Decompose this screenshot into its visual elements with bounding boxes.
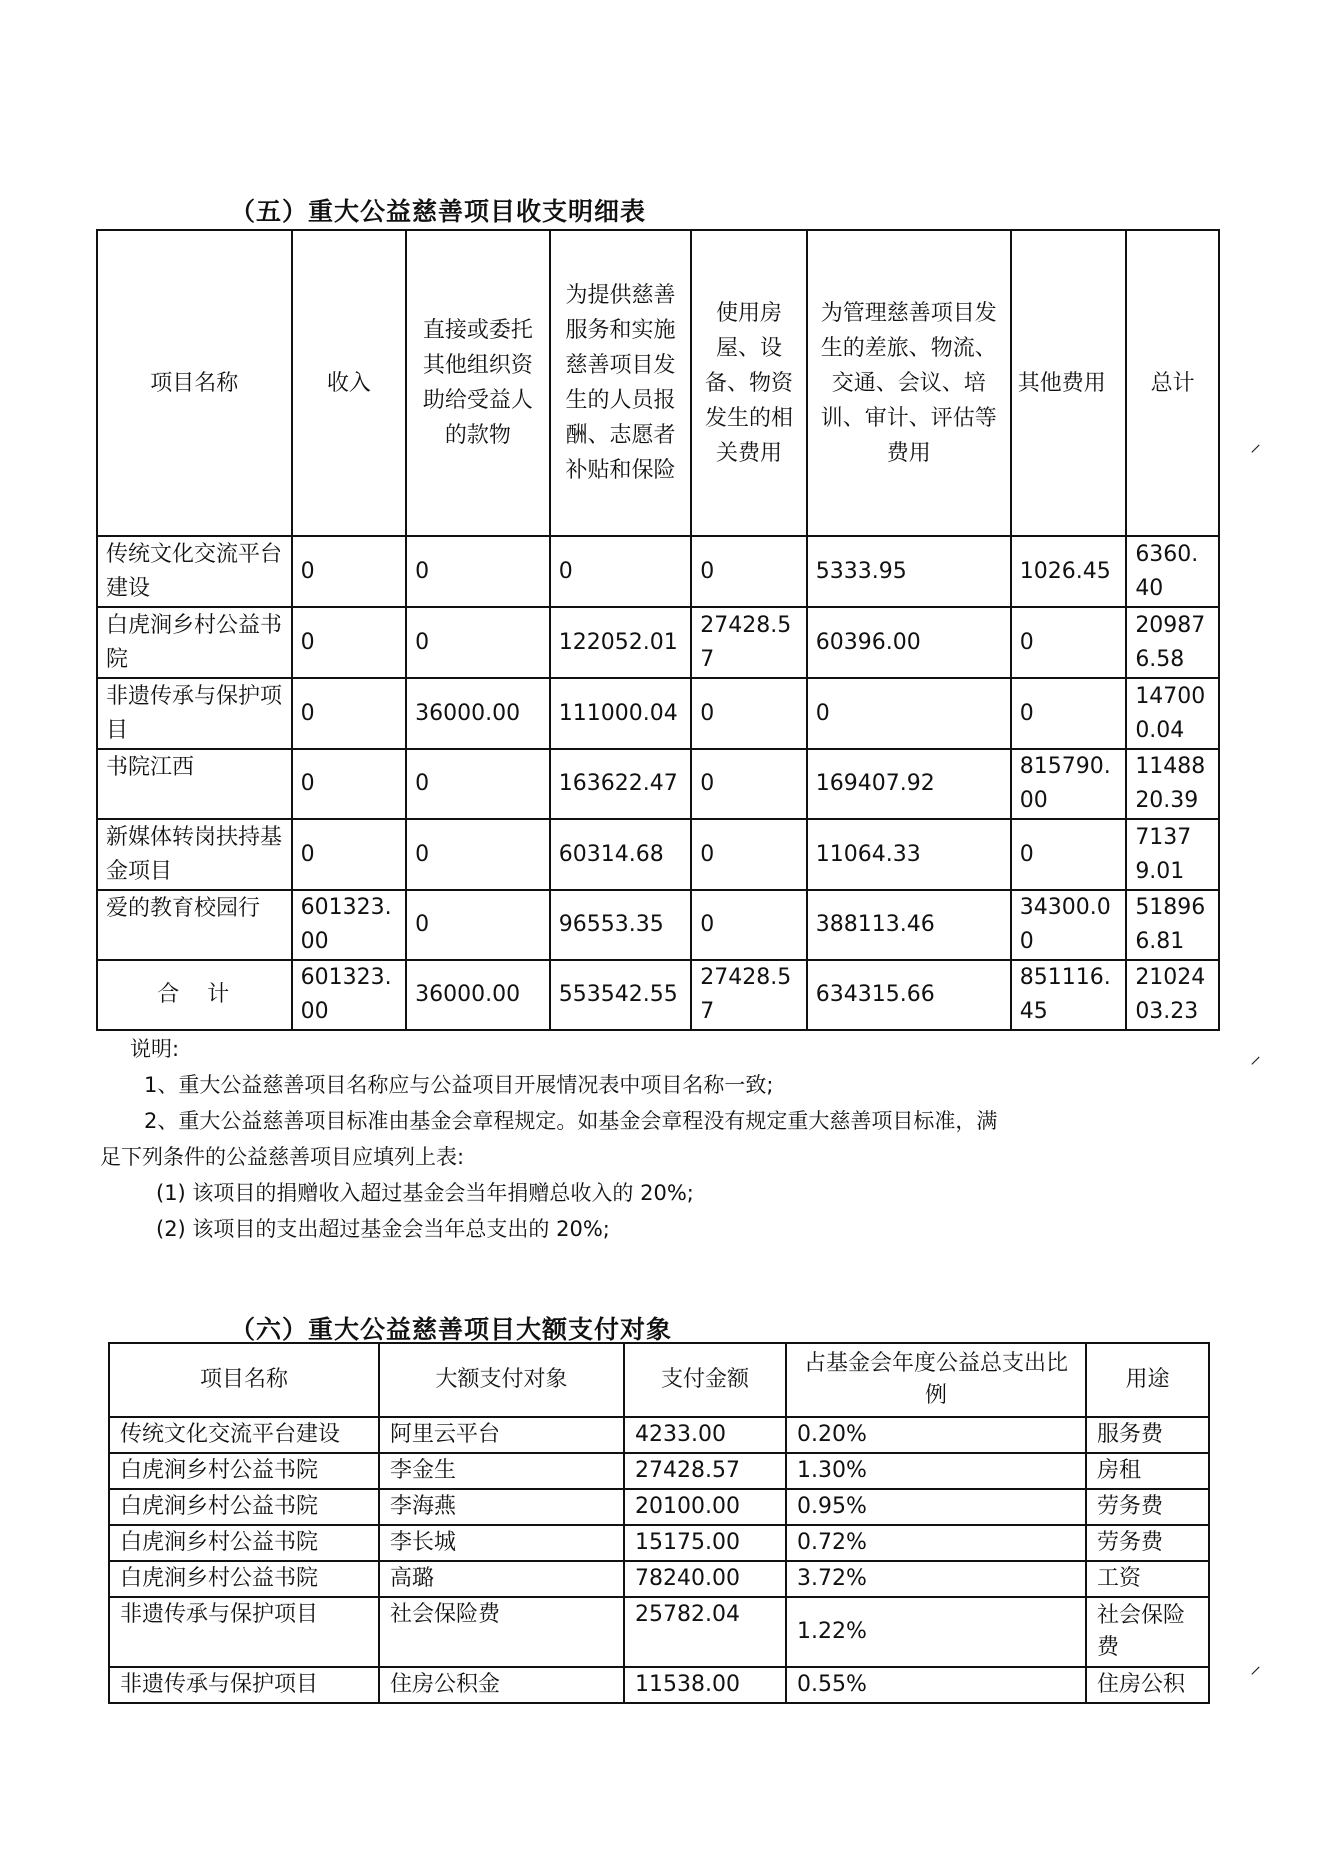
cell-other: 0 — [1011, 678, 1127, 749]
cell-direct-grants: 0 — [406, 890, 550, 960]
cell-ratio: 1.30% — [786, 1453, 1086, 1489]
cell-personnel: 553542.55 — [550, 960, 692, 1030]
large-payment-table — [108, 1342, 1210, 1704]
cell-project-name: 非遗传承与保护项目 — [109, 1667, 379, 1703]
cell-management: 169407.92 — [807, 749, 1011, 819]
header-payee: 大额支付对象 — [379, 1343, 624, 1417]
table-header-row — [109, 1343, 1209, 1417]
header-other: 其他费用 — [1011, 230, 1127, 536]
header-project-name: 项目名称 — [97, 230, 292, 536]
note-item: (2) 该项目的支出超过基金会当年总支出的 20%; — [156, 1217, 610, 1241]
note-item: 1、重大公益慈善项目名称应与公益项目开展情况表中项目名称一致; — [144, 1073, 774, 1097]
cell-facilities: 0 — [691, 819, 807, 890]
cell-total: 518966.81 — [1126, 890, 1219, 960]
cell-project-name: 爱的教育校园行 — [97, 890, 292, 960]
cell-management: 634315.66 — [807, 960, 1011, 1030]
cell-other: 0 — [1011, 819, 1127, 890]
cell-total: 209876.58 — [1126, 607, 1219, 678]
header-project-name: 项目名称 — [109, 1343, 379, 1417]
table-row — [97, 607, 1219, 678]
cell-project-name: 白虎涧乡村公益书院 — [109, 1525, 379, 1561]
cell-purpose: 住房公积 — [1086, 1667, 1209, 1703]
cell-direct-grants: 36000.00 — [406, 960, 550, 1030]
cell-facilities: 0 — [691, 536, 807, 607]
cell-personnel: 163622.47 — [550, 749, 692, 819]
cell-total: 1148820.39 — [1126, 749, 1219, 819]
cell-facilities: 0 — [691, 890, 807, 960]
cell-income: 0 — [292, 607, 406, 678]
cell-personnel: 96553.35 — [550, 890, 692, 960]
cell-other: 815790.00 — [1011, 749, 1127, 819]
table-row — [109, 1453, 1209, 1489]
cell-total-label: 合计 — [97, 960, 292, 1030]
cell-project-name: 非遗传承与保护项目 — [97, 678, 292, 749]
cell-management: 5333.95 — [807, 536, 1011, 607]
cell-total: 6360.40 — [1126, 536, 1219, 607]
table-row — [109, 1667, 1209, 1703]
header-amount: 支付金额 — [624, 1343, 786, 1417]
table-row — [109, 1525, 1209, 1561]
cell-payee: 李长城 — [379, 1525, 624, 1561]
project-income-expense-table — [96, 229, 1220, 1031]
cell-total: 71379.01 — [1126, 819, 1219, 890]
cell-facilities: 27428.57 — [691, 607, 807, 678]
cell-payee: 社会保险费 — [379, 1597, 624, 1667]
cell-purpose: 社会保险费 — [1086, 1597, 1209, 1667]
table-header-row — [97, 230, 1219, 536]
cell-direct-grants: 0 — [406, 749, 550, 819]
section6-title: （六）重大公益慈善项目大额支付对象 — [230, 1315, 673, 1344]
cell-amount: 4233.00 — [624, 1417, 786, 1453]
header-direct-grants: 直接或委托其他组织资助给受益人的款物 — [406, 230, 550, 536]
notes — [100, 1031, 1130, 1247]
cell-other: 1026.45 — [1011, 536, 1127, 607]
cell-amount: 27428.57 — [624, 1453, 786, 1489]
cell-payee: 阿里云平台 — [379, 1417, 624, 1453]
header-management: 为管理慈善项目发生的差旅、物流、交通、会议、培训、审计、评估等费用 — [807, 230, 1011, 536]
cell-amount: 15175.00 — [624, 1525, 786, 1561]
cell-direct-grants: 0 — [406, 819, 550, 890]
header-purpose: 用途 — [1086, 1343, 1209, 1417]
cell-purpose: 服务费 — [1086, 1417, 1209, 1453]
cell-income: 601323.00 — [292, 960, 406, 1030]
cell-personnel: 0 — [550, 536, 692, 607]
cell-direct-grants: 0 — [406, 607, 550, 678]
cell-income: 0 — [292, 749, 406, 819]
cell-management: 388113.46 — [807, 890, 1011, 960]
cell-amount: 11538.00 — [624, 1667, 786, 1703]
cell-purpose: 劳务费 — [1086, 1525, 1209, 1561]
cell-project-name: 白虎涧乡村公益书院 — [109, 1453, 379, 1489]
cell-personnel: 111000.04 — [550, 678, 692, 749]
cell-payee: 住房公积金 — [379, 1667, 624, 1703]
cell-project-name: 非遗传承与保护项目 — [109, 1597, 379, 1667]
cell-direct-grants: 36000.00 — [406, 678, 550, 749]
table-row — [97, 536, 1219, 607]
header-total: 总计 — [1126, 230, 1219, 536]
cell-amount: 20100.00 — [624, 1489, 786, 1525]
cell-payee: 李金生 — [379, 1453, 624, 1489]
cell-management: 60396.00 — [807, 607, 1011, 678]
cell-income: 0 — [292, 678, 406, 749]
cell-project-name: 传统文化交流平台建设 — [109, 1417, 379, 1453]
table-row — [97, 819, 1219, 890]
cell-ratio: 0.72% — [786, 1525, 1086, 1561]
cell-income: 601323.00 — [292, 890, 406, 960]
table-total-row — [97, 960, 1219, 1030]
table-row — [109, 1561, 1209, 1597]
cell-ratio: 0.55% — [786, 1667, 1086, 1703]
table-row — [109, 1489, 1209, 1525]
header-ratio: 占基金会年度公益总支出比例 — [786, 1343, 1086, 1417]
cell-project-name: 新媒体转岗扶持基金项目 — [97, 819, 292, 890]
cell-payee: 李海燕 — [379, 1489, 624, 1525]
cell-other: 0 — [1011, 607, 1127, 678]
cell-project-name: 白虎涧乡村公益书院 — [109, 1561, 379, 1597]
note-item: (1) 该项目的捐赠收入超过基金会当年捐赠总收入的 20%; — [156, 1181, 694, 1205]
cell-ratio: 3.72% — [786, 1561, 1086, 1597]
cell-income: 0 — [292, 819, 406, 890]
table-row — [109, 1417, 1209, 1453]
section5-title: （五）重大公益慈善项目收支明细表 — [230, 197, 647, 226]
table-row — [97, 890, 1219, 960]
cell-facilities: 27428.57 — [691, 960, 807, 1030]
cell-project-name: 书院江西 — [97, 749, 292, 819]
table-row — [109, 1597, 1209, 1667]
cell-income: 0 — [292, 536, 406, 607]
margin-mark-icon: ⸝ — [1250, 432, 1262, 457]
cell-other: 851116.45 — [1011, 960, 1127, 1030]
margin-mark-icon: ⸝ — [1250, 1044, 1262, 1069]
cell-amount: 78240.00 — [624, 1561, 786, 1597]
cell-direct-grants: 0 — [406, 536, 550, 607]
cell-management: 11064.33 — [807, 819, 1011, 890]
cell-ratio: 0.95% — [786, 1489, 1086, 1525]
cell-purpose: 劳务费 — [1086, 1489, 1209, 1525]
cell-total: 2102403.23 — [1126, 960, 1219, 1030]
note-item: 2、重大公益慈善项目标准由基金会章程规定。如基金会章程没有规定重大慈善项目标准，满 — [144, 1109, 998, 1133]
cell-payee: 高璐 — [379, 1561, 624, 1597]
cell-ratio: 0.20% — [786, 1417, 1086, 1453]
notes-heading: 说明: — [130, 1037, 180, 1061]
cell-purpose: 工资 — [1086, 1561, 1209, 1597]
header-income: 收入 — [292, 230, 406, 536]
table-row — [97, 678, 1219, 749]
header-personnel: 为提供慈善服务和实施慈善项目发生的人员报酬、志愿者补贴和保险 — [550, 230, 692, 536]
cell-ratio: 1.22% — [786, 1597, 1086, 1667]
cell-purpose: 房租 — [1086, 1453, 1209, 1489]
note-item: 足下列条件的公益慈善项目应填列上表: — [100, 1145, 465, 1169]
cell-facilities: 0 — [691, 678, 807, 749]
cell-personnel: 60314.68 — [550, 819, 692, 890]
cell-management: 0 — [807, 678, 1011, 749]
table-row — [97, 749, 1219, 819]
cell-other: 34300.00 — [1011, 890, 1127, 960]
cell-personnel: 122052.01 — [550, 607, 692, 678]
cell-amount: 25782.04 — [624, 1597, 786, 1667]
cell-project-name: 白虎涧乡村公益书院 — [97, 607, 292, 678]
cell-total: 147000.04 — [1126, 678, 1219, 749]
cell-project-name: 白虎涧乡村公益书院 — [109, 1489, 379, 1525]
cell-facilities: 0 — [691, 749, 807, 819]
header-facilities: 使用房屋、设备、物资发生的相关费用 — [691, 230, 807, 536]
margin-mark-icon: ⸝ — [1250, 1654, 1262, 1679]
cell-project-name: 传统文化交流平台建设 — [97, 536, 292, 607]
